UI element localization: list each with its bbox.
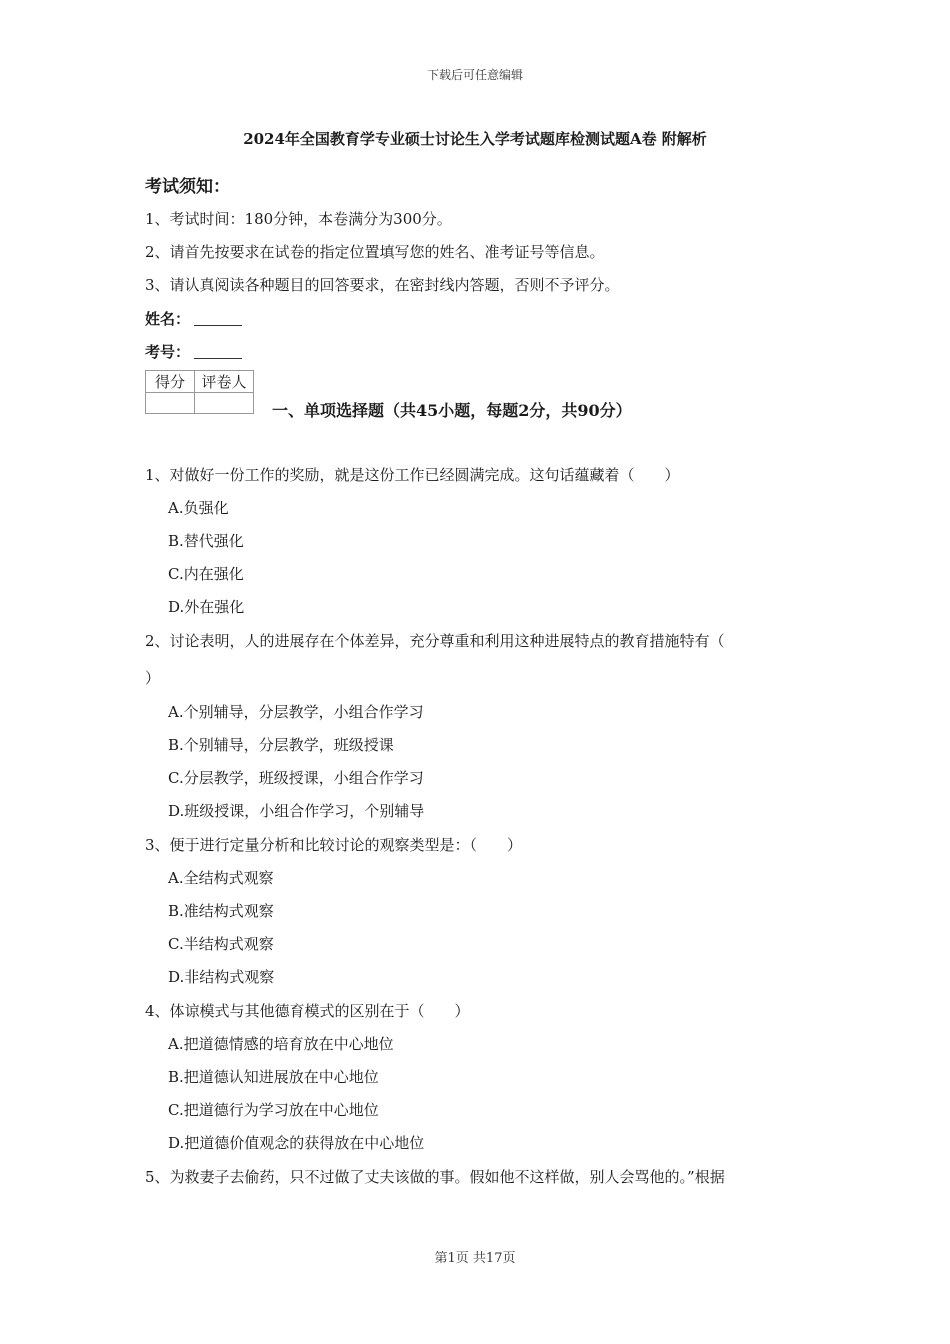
question-option: D.班级授课，小组合作学习，个别辅导: [168, 802, 425, 820]
question-stem: 5、为救妻子去偷药，只不过做了丈夫该做的事。假如他不这样做，别人会骂他的。”根据: [145, 1168, 725, 1186]
question-option: D.非结构式观察: [168, 968, 275, 986]
notice-heading: 考试须知：: [145, 177, 230, 197]
name-blank[interactable]: [194, 311, 242, 326]
question-option: A.把道德情感的培育放在中心地位: [168, 1035, 394, 1053]
notice-item: 1、考试时间：180分钟，本卷满分为300分。: [145, 210, 452, 228]
id-field: [145, 341, 242, 362]
question-option: D.把道德价值观念的获得放在中心地位: [168, 1134, 425, 1152]
question-option: B.替代强化: [168, 532, 244, 550]
header-note: 下载后可任意编辑: [426, 68, 523, 82]
notice-item: 3、请认真阅读各种题目的回答要求，在密封线内答题，否则不予评分。: [145, 276, 620, 294]
grader-header: 评卷人: [195, 371, 254, 393]
section-heading: 一、单项选择题（共45小题，每题2分，共90分）: [272, 401, 632, 420]
question-option: B.准结构式观察: [168, 902, 274, 920]
question-option: A.个别辅导，分层教学，小组合作学习: [168, 703, 424, 721]
question-stem-continuation: ）: [145, 669, 161, 687]
id-label: 考号：: [145, 343, 191, 361]
question-option: C.把道德行为学习放在中心地位: [168, 1101, 379, 1119]
question-option: A.全结构式观察: [168, 869, 274, 887]
question-stem: 3、便于进行定量分析和比较讨论的观察类型是：（ ）: [145, 836, 523, 854]
question-option: B.把道德认知进展放在中心地位: [168, 1068, 379, 1086]
name-field: [145, 308, 242, 329]
grader-cell[interactable]: [195, 393, 254, 414]
question-option: B.个别辅导，分层教学，班级授课: [168, 736, 394, 754]
question-option: A.负强化: [168, 499, 229, 517]
page-footer: 第1页 共17页: [434, 1251, 516, 1266]
document-title: 2024年全国教育学专业硕士讨论生入学考试题库检测试题A卷 附解析: [243, 130, 707, 148]
question-stem: 2、讨论表明，人的进展存在个体差异，充分尊重和利用这种进展特点的教育措施特有（: [145, 632, 725, 650]
id-blank[interactable]: [194, 344, 242, 359]
question-option: D.外在强化: [168, 598, 245, 616]
score-header: 得分: [146, 371, 195, 393]
question-option: C.分层教学，班级授课，小组合作学习: [168, 769, 424, 787]
question-option: C.内在强化: [168, 565, 244, 583]
notice-item: 2、请首先按要求在试卷的指定位置填写您的姓名、准考证号等信息。: [145, 243, 605, 261]
question-stem: 1、对做好一份工作的奖励，就是这份工作已经圆满完成。这句话蕴藏着（ ）: [145, 466, 680, 484]
name-label: 姓名：: [145, 310, 191, 328]
question-stem: 4、体谅模式与其他德育模式的区别在于（ ）: [145, 1002, 470, 1020]
score-cell[interactable]: [146, 393, 195, 414]
question-option: C.半结构式观察: [168, 935, 274, 953]
score-table: [145, 370, 254, 414]
